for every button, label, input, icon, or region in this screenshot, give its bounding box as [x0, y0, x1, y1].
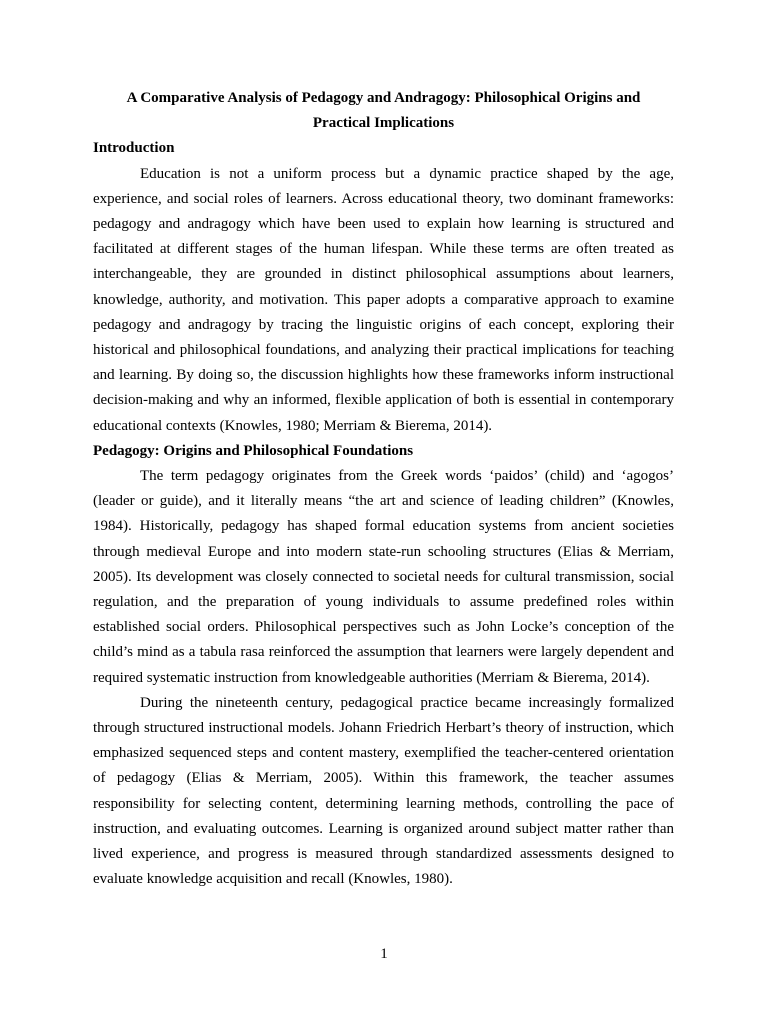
document-body — [93, 86, 674, 893]
introduction-paragraph: Education is not a uniform process but a dynamic practice shaped by the age, experience, and social roles of learners. Across educational theory, two dominant frameworks: pedagogy and andragogy which have been used to explain how learning is structured and facilitated at different stages of the human lifespan. While these terms are often treated as interchangeable, they are grounded in distinct philosophical assumptions about learners, knowledge, authority, and motivation. This paper adopts a comparative approach to examine pedagogy and andragogy by tracing the linguistic origins of each concept, exploring their historical and philosophical foundations, and analyzing their practical implications for teaching and learning. By doing so, the discussion highlights how these frameworks inform instructional decision-making and why an informed, flexible application of both is essential in contemporary educational contexts (Knowles, 1980; Merriam & Bierema, 2014). — [93, 165, 674, 434]
page-number: 1 — [380, 946, 388, 962]
document-title: A Comparative Analysis of Pedagogy and Andragogy: Philosophical Origins and Practical Implications — [126, 90, 641, 132]
pedagogy-paragraph-2: During the nineteenth century, pedagogical practice became increasingly formalized through structured instructional models. Johann Friedrich Herbart’s theory of instruction, which emphasized sequenced steps and content mastery, exemplified the teacher-centered orientation of pedagogy (Elias & Merriam, 2005). Within this framework, the teacher assumes responsibility for selecting content, determining learning methods, controlling the pace of instruction, and evaluating outcomes. Learning is organized around subject matter rather than lived experience, and progress is measured through standardized assessments designed to evaluate knowledge acquisition and recall (Knowles, 1980). — [93, 694, 674, 888]
section-heading-introduction: Introduction — [93, 140, 175, 157]
section-heading-pedagogy: Pedagogy: Origins and Philosophical Foundations — [93, 442, 414, 459]
pedagogy-paragraph-1: The term pedagogy originates from the Greek words ‘paidos’ (child) and ‘agogos’ (leader or guide), and it literally means “the art and science of leading children” (Knowles, 1984). Historically, pedagogy has shaped formal education systems from ancient societies through medieval Europe and into modern state-run schooling structures (Elias & Merriam, 2005). Its development was closely connected to societal needs for cultural transmission, social regulation, and the preparation of young individuals to assume predefined roles within established social orders. Philosophical perspectives such as John Locke’s conception of the child’s mind as a tabula rasa reinforced the assumption that learners were largely dependent and required systematic instruction from knowledgeable authorities (Merriam & Bierema, 2014). — [93, 468, 674, 686]
